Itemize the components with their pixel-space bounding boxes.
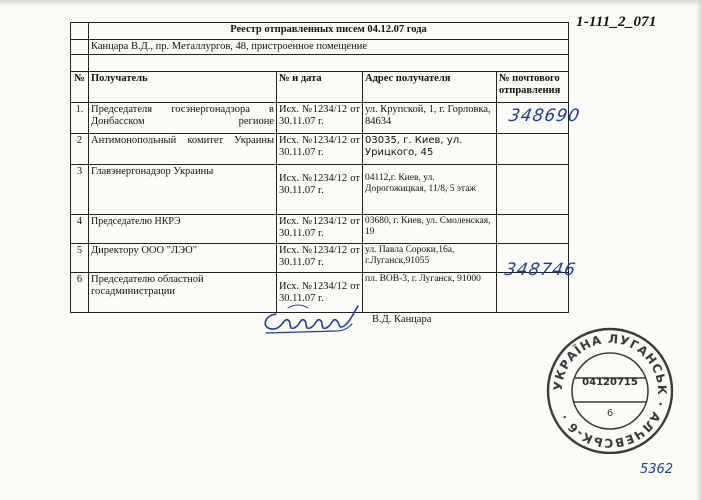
row-recipient: Председателю областной госадминистрации [89, 273, 277, 313]
svg-text:УКРАЇНА ЛУГАНСЬК · АЛЧЕВСЬК-6 [551, 332, 669, 450]
row-recipient: Председателя госэнергонадзора в Донбасском регионе [89, 103, 277, 134]
row-address: ул. Павла Сороки,16а, г.Луганск,91055 [363, 244, 497, 273]
handwritten-page-number: 5362 [640, 462, 674, 477]
table-row [71, 165, 569, 215]
sender-spacer [71, 40, 89, 55]
sender-row [71, 40, 569, 55]
handwritten-tracking-6: 348746 [503, 260, 578, 280]
row-tracking [497, 134, 569, 165]
registry-title: Реестр отправленных писем 04.12.07 года [89, 23, 569, 40]
row-recipient: Директору ООО "ЛЭО" [89, 244, 277, 273]
row-recipient: Главэнергонадзор Украины [89, 165, 277, 215]
row-tracking [497, 165, 569, 215]
title-spacer [71, 23, 89, 40]
blank-row [71, 55, 569, 72]
row-ref-line1: Исх. №1234/12 от [279, 281, 360, 292]
row-num: 5 [71, 244, 89, 273]
row-ref-line2: 30.11.07 г. [279, 147, 324, 158]
blank-cell [71, 55, 89, 72]
table-row [71, 215, 569, 244]
row-ref-line1: Исх. №1234/12 от [279, 135, 360, 146]
row-ref-line2: 30.11.07 г. [279, 116, 324, 127]
row-ref-date [277, 103, 363, 134]
header-row [71, 72, 569, 103]
postmark-ring-text: УКРАЇНА ЛУГАНСЬК · АЛЧЕВСЬК-6 · [550, 331, 670, 451]
row-address: 04112,г. Киев, ул. Дорогожицкая, 11/8, 5 этаж [363, 165, 497, 215]
row-num: 6 [71, 273, 89, 313]
signature-icon [258, 300, 368, 340]
row-ref-line2: 30.11.07 г. [279, 293, 324, 304]
table-row [71, 103, 569, 134]
row-recipient: Председателю НКРЭ [89, 215, 277, 244]
row-num: 2 [71, 134, 89, 165]
document-code: 1-111_2_071 [576, 14, 657, 30]
handwritten-tracking-1: 348690 [507, 106, 582, 126]
row-num: 3 [71, 165, 89, 215]
row-ref-date [277, 134, 363, 165]
signatory-name: В.Д. Канцара [372, 314, 432, 325]
header-tracking: № почтового отправления [497, 72, 569, 103]
table-row [71, 244, 569, 273]
row-ref-date [277, 165, 363, 215]
row-address: пл. ВОВ-3, г. Луганск, 91000 [363, 273, 497, 313]
header-address: Адрес получателя [363, 72, 497, 103]
header-ref-date: № и дата [277, 72, 363, 103]
postmark-date: 04120715 [582, 377, 638, 388]
row-num: 4 [71, 215, 89, 244]
blank-cell [89, 55, 569, 72]
scan-edge-right [696, 0, 702, 500]
table-row [71, 134, 569, 165]
row-ref-line1: Исх. №1234/12 от [279, 245, 360, 256]
row-ref-line2: 30.11.07 г. [279, 257, 324, 268]
row-ref-date [277, 215, 363, 244]
scan-edge-top [0, 0, 702, 6]
row-ref-line1: Исх. №1234/12 от [279, 104, 360, 115]
row-num: 1. [71, 103, 89, 134]
header-num: № [71, 72, 89, 103]
registry-table [70, 22, 569, 313]
header-recipient: Получатель [89, 72, 277, 103]
sender-info: Канцара В.Д., пр. Металлургов, 48, пристроенное помещение [89, 40, 569, 55]
postmark-digit: 6 [606, 408, 614, 419]
row-address: 03035, г. Киев, ул. Урицкого, 45 [363, 134, 497, 165]
row-ref-line2: 30.11.07 г. [279, 185, 324, 196]
row-ref-line1: Исх. №1234/12 от [279, 216, 360, 227]
row-ref-line2: 30.11.07 г. [279, 228, 324, 239]
row-address: 03680, г. Киев, ул. Смоленская, 19 [363, 215, 497, 244]
row-address: ул. Крупской, 1, г. Горловка, 84634 [363, 103, 497, 134]
row-ref-line1: Исх. №1234/12 от [279, 173, 360, 184]
row-tracking [497, 215, 569, 244]
row-recipient: Антимонопольный комитет Украины [89, 134, 277, 165]
postmark-stamp-icon [540, 324, 680, 454]
title-row [71, 23, 569, 40]
row-ref-date [277, 244, 363, 273]
